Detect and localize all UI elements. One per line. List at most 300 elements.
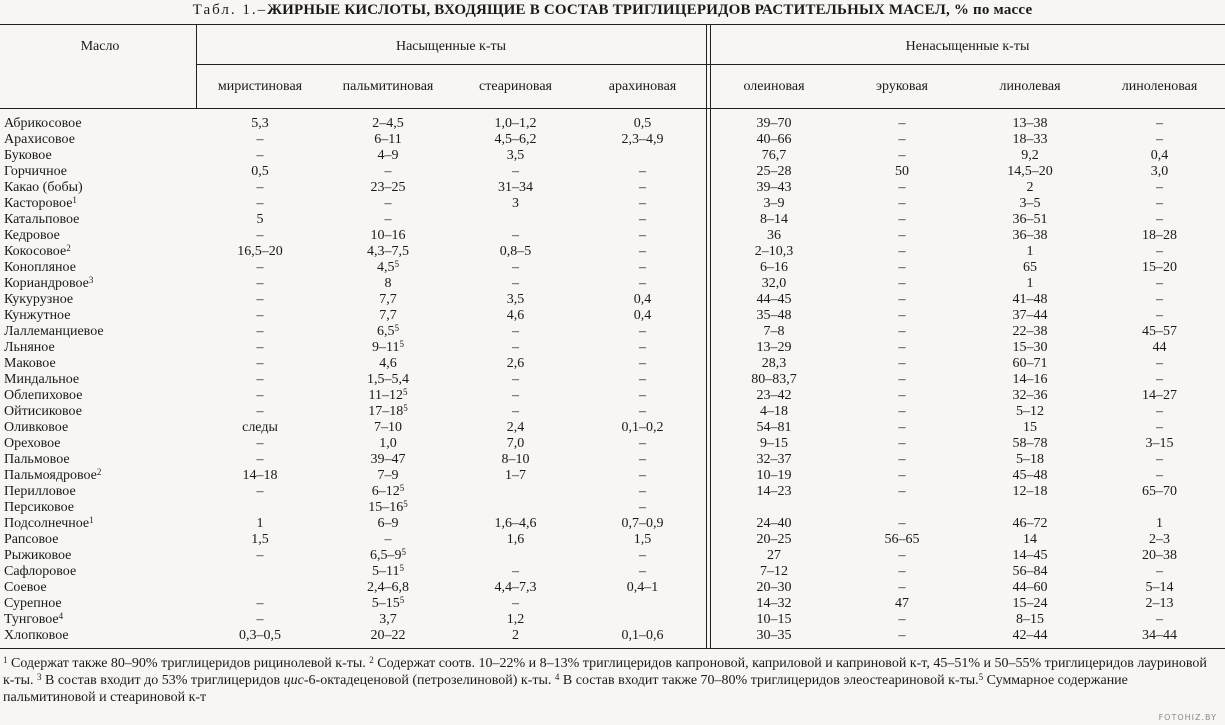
cell-linolenic [1094, 308, 1225, 324]
header-unsaturated: Ненасыщенные к-ты [905, 39, 1030, 54]
table-row [0, 260, 1225, 276]
cell-value: 7,0 [506, 436, 525, 451]
table-row [0, 244, 1225, 260]
cell-value: 14–18 [242, 468, 278, 483]
table-row [0, 628, 1225, 644]
cell-value: – [898, 612, 906, 627]
cell-myristic [196, 564, 324, 580]
cell-value: 23–42 [756, 388, 792, 403]
cell-arachidic [579, 420, 706, 436]
cell-value: – [898, 564, 906, 579]
cell-erucic [838, 628, 966, 644]
cell-linolenic [1094, 372, 1225, 388]
oil-name-text: Подсолнечное [4, 516, 90, 531]
cell-oleic [710, 612, 838, 628]
cell-myristic [196, 436, 324, 452]
cell-value: – [639, 404, 646, 419]
cell-value: 37–44 [1012, 308, 1048, 323]
oil-name-text: Миндальное [4, 372, 80, 387]
cell-value: – [1156, 292, 1163, 307]
cell-value: – [639, 164, 646, 179]
cell-value: – [898, 436, 906, 451]
cell-palmitic [324, 452, 452, 468]
col-header-linolenic: линоленовая [1121, 79, 1198, 94]
cell-arachidic [579, 388, 706, 404]
cell-value: 8–10 [501, 452, 530, 467]
cell-value: 1,6 [506, 532, 525, 547]
cell-value: 18–28 [1142, 228, 1177, 243]
cell-arachidic [579, 500, 706, 516]
cell-value: 10–16 [370, 228, 406, 243]
cell-linolenic [1094, 148, 1225, 164]
cell-value: 4,5–6,2 [494, 132, 537, 147]
cell-oleic [710, 388, 838, 404]
cell-erucic [838, 180, 966, 196]
cell-value: 20–22 [370, 628, 406, 643]
table-row [0, 484, 1225, 500]
cell-value: – [898, 308, 906, 323]
cell-value: – [512, 372, 519, 387]
cell-myristic [196, 244, 324, 260]
cell-oleic [710, 116, 838, 132]
cell-arachidic [579, 164, 706, 180]
cell-value: 39–43 [756, 180, 792, 195]
header-oil: Масло [80, 39, 120, 54]
cell-value: – [1156, 308, 1163, 323]
cell-value: 23–25 [370, 180, 406, 195]
oil-name [0, 420, 196, 436]
cell-palmitic [324, 436, 452, 452]
cell-value: 5–11 [372, 564, 400, 579]
cell-linoleic [966, 516, 1094, 532]
cell-value: 6–11 [374, 132, 402, 147]
cell-value: – [512, 164, 519, 179]
cell-stearic [452, 436, 579, 452]
table-title-lead: Табл. 1.– [192, 2, 268, 18]
cell-arachidic [579, 564, 706, 580]
cell-oleic [710, 372, 838, 388]
cell-value: – [1156, 276, 1163, 291]
cell-linolenic [1094, 196, 1225, 212]
oil-name-text: Горчичное [4, 164, 67, 179]
cell-value: 1,2 [506, 612, 525, 627]
cell-palmitic [324, 356, 452, 372]
cell-value: 14–23 [756, 484, 792, 499]
col-header-myristic: миристиновая [217, 79, 303, 94]
cell-linolenic [1094, 260, 1225, 276]
cell-erucic [838, 596, 966, 612]
footnote-3-mark: 3 [37, 672, 42, 682]
cell-value: 4,4–7,3 [494, 580, 537, 595]
cell-linolenic [1094, 436, 1225, 452]
cell-value: – [256, 548, 264, 563]
cell-value: – [256, 340, 264, 355]
oil-name-text: Абрикосовое [4, 116, 82, 131]
cell-value: 39–47 [370, 452, 406, 467]
cell-myristic [196, 308, 324, 324]
cell-value: 42–44 [1012, 628, 1048, 643]
cell-stearic [452, 196, 579, 212]
cell-stearic [452, 308, 579, 324]
cell-erucic [838, 132, 966, 148]
cell-value: 11–12 [368, 388, 403, 403]
cell-value: 36 [767, 228, 781, 243]
cell-value: – [384, 164, 392, 179]
table-title [0, 2, 1225, 19]
cell-linoleic [966, 148, 1094, 164]
cell-value: 7–8 [763, 324, 785, 339]
cell-linoleic [966, 244, 1094, 260]
oil-name [0, 532, 196, 548]
cell-value: – [639, 356, 646, 371]
cell-value: 32,0 [761, 276, 787, 291]
cell-value: – [256, 372, 264, 387]
cell-arachidic [579, 484, 706, 500]
cell-value: 7–9 [377, 468, 399, 483]
cell-value: 4–9 [377, 148, 399, 163]
cell-value: – [256, 596, 264, 611]
footnote-5-mark: 5 [978, 672, 984, 682]
cell-value: 5–18 [1016, 452, 1044, 467]
table-row [0, 276, 1225, 292]
footnotes [3, 655, 1221, 706]
cell-value: 6,5–9 [370, 548, 402, 563]
cell-erucic [838, 484, 966, 500]
cell-oleic [710, 244, 838, 260]
table-row [0, 404, 1225, 420]
oil-name-text: Касторовое [4, 196, 73, 211]
col-header-erucic: эруковая [876, 79, 928, 94]
cell-value: – [256, 308, 264, 323]
cell-footnote-mark: 5 [394, 259, 399, 269]
cell-oleic [710, 516, 838, 532]
cell-arachidic [579, 340, 706, 356]
cell-erucic [838, 436, 966, 452]
cell-stearic [452, 548, 579, 564]
cell-oleic [710, 260, 838, 276]
cell-palmitic [324, 292, 452, 308]
cell-value: 35–48 [756, 308, 792, 323]
cell-value: 8 [384, 276, 392, 291]
cell-erucic [838, 148, 966, 164]
cell-value: 14–16 [1012, 372, 1048, 387]
table-row [0, 516, 1225, 532]
cell-linoleic [966, 468, 1094, 484]
cell-linoleic [966, 308, 1094, 324]
cell-value: – [1156, 420, 1163, 435]
cell-value: – [639, 324, 646, 339]
cell-value: – [512, 276, 519, 291]
table-row [0, 612, 1225, 628]
cell-value: 0,8–5 [499, 244, 532, 259]
cell-value: – [256, 228, 264, 243]
cell-oleic [710, 548, 838, 564]
oil-name [0, 340, 196, 356]
col-header-linoleic: линолевая [999, 79, 1061, 94]
oil-name [0, 324, 196, 340]
cell-linolenic [1094, 388, 1225, 404]
cell-linoleic [966, 180, 1094, 196]
cell-oleic [710, 148, 838, 164]
cell-value: – [639, 260, 646, 275]
cell-stearic [452, 324, 579, 340]
cell-value: 31–34 [498, 180, 533, 195]
cell-linoleic [966, 484, 1094, 500]
cell-palmitic [324, 388, 452, 404]
cell-myristic [196, 468, 324, 484]
cell-value: – [898, 580, 906, 595]
cell-value: 0,4 [633, 308, 652, 323]
oil-name [0, 548, 196, 564]
cell-value: 2,6 [506, 356, 525, 371]
cell-linoleic [966, 532, 1094, 548]
oil-name [0, 260, 196, 276]
table-row [0, 388, 1225, 404]
cell-value: 13–29 [756, 340, 792, 355]
cell-myristic [196, 340, 324, 356]
cell-oleic [710, 292, 838, 308]
header-saturated: Насыщенные к-ты [395, 39, 507, 54]
cell-myristic [196, 164, 324, 180]
col-header-palmitic: пальмитиновая [342, 79, 434, 94]
oil-name [0, 228, 196, 244]
cell-myristic [196, 276, 324, 292]
cell-value: 44 [1152, 340, 1167, 355]
cell-value: 60–71 [1012, 356, 1048, 371]
cell-value: – [898, 372, 906, 387]
cell-stearic [452, 452, 579, 468]
cell-value: – [898, 452, 906, 467]
cell-value: 41–48 [1012, 292, 1048, 307]
cell-palmitic [324, 324, 452, 340]
cell-linolenic [1094, 628, 1225, 644]
oil-name [0, 116, 196, 132]
oil-footnote-mark: 3 [88, 275, 94, 285]
cell-erucic [838, 276, 966, 292]
footnote-4-mark: 4 [554, 672, 560, 682]
table-row [0, 116, 1225, 132]
cell-palmitic [324, 500, 452, 516]
oil-name [0, 196, 196, 212]
cell-footnote-mark: 5 [399, 563, 404, 573]
cell-value: 6–12 [371, 484, 400, 499]
cell-value: 6–9 [377, 516, 399, 531]
cell-value: 5,3 [251, 116, 269, 131]
cell-erucic [838, 292, 966, 308]
cell-palmitic [324, 148, 452, 164]
cell-stearic [452, 340, 579, 356]
cell-myristic [196, 452, 324, 468]
cell-palmitic [324, 276, 452, 292]
cell-value: 54–81 [756, 420, 792, 435]
cell-oleic [710, 196, 838, 212]
cell-value: – [384, 532, 392, 547]
cell-arachidic [579, 228, 706, 244]
cell-stearic [452, 356, 579, 372]
cell-value: – [898, 132, 906, 147]
cell-arachidic [579, 580, 706, 596]
cell-linolenic [1094, 516, 1225, 532]
oil-name [0, 212, 196, 228]
cell-myristic [196, 484, 324, 500]
cell-value: – [898, 516, 906, 531]
cell-arachidic [579, 244, 706, 260]
rule-sub [197, 64, 1225, 65]
cell-value: – [639, 452, 646, 467]
cell-myristic [196, 580, 324, 596]
cell-linolenic [1094, 596, 1225, 612]
oil-name-text: Конопляное [4, 260, 76, 275]
cell-footnote-mark: 5 [401, 547, 406, 557]
cell-value: – [1156, 132, 1163, 147]
cell-value: 2 [1026, 180, 1034, 195]
cell-value: – [256, 260, 264, 275]
cell-value: – [1156, 612, 1163, 627]
cell-value: 3–5 [1019, 196, 1041, 211]
oil-name [0, 580, 196, 596]
cell-value: 14–32 [756, 596, 792, 611]
cell-value: – [898, 180, 906, 195]
footnote-3-text-b: -6-октадеценовой (петрозелиновой) к-ты. [303, 673, 555, 688]
cell-value: 1 [1156, 516, 1163, 531]
cell-erucic [838, 388, 966, 404]
cell-stearic [452, 180, 579, 196]
table-row [0, 164, 1225, 180]
cell-value: 9–15 [760, 436, 788, 451]
cell-oleic [710, 404, 838, 420]
oil-name-text: Хлопковое [4, 628, 69, 643]
cell-value: 3,7 [379, 612, 397, 627]
cell-palmitic [324, 244, 452, 260]
cell-oleic [710, 580, 838, 596]
cell-value: 7–10 [374, 420, 402, 435]
cell-oleic [710, 484, 838, 500]
cell-value: 16,5–20 [237, 244, 283, 259]
cell-value: – [512, 564, 519, 579]
cell-value: – [639, 212, 646, 227]
table-row [0, 420, 1225, 436]
cell-value: – [898, 212, 906, 227]
cell-value: 44–60 [1012, 580, 1048, 595]
cell-value: 40–66 [756, 132, 792, 147]
cell-palmitic [324, 516, 452, 532]
cell-value: 3 [512, 196, 519, 211]
cell-value: – [1156, 452, 1163, 467]
oil-name [0, 308, 196, 324]
table-title-main: ЖИРНЫЕ КИСЛОТЫ, ВХОДЯЩИЕ В СОСТАВ ТРИГЛИЦЕРИДОВ РАСТИТЕЛЬНЫХ МАСЕЛ, % по массе [267, 2, 1033, 18]
cell-value: – [256, 612, 264, 627]
table-row [0, 228, 1225, 244]
cell-myristic [196, 132, 324, 148]
cell-value: – [1156, 116, 1163, 131]
cell-value: 17–18 [368, 404, 404, 419]
cell-value: – [639, 244, 646, 259]
oil-name [0, 500, 196, 516]
table-row [0, 292, 1225, 308]
cell-linoleic [966, 388, 1094, 404]
cell-value: 7–12 [760, 564, 788, 579]
cell-value: 34–44 [1142, 628, 1177, 643]
cell-value: 32–37 [756, 452, 792, 467]
cell-value: – [1156, 372, 1163, 387]
cell-palmitic [324, 180, 452, 196]
table-row [0, 596, 1225, 612]
cell-value: 47 [895, 596, 909, 611]
cell-value: – [639, 276, 646, 291]
table-row [0, 340, 1225, 356]
cell-palmitic [324, 484, 452, 500]
watermark: FOTOHIZ.BY [1158, 713, 1217, 722]
cell-erucic [838, 164, 966, 180]
cell-arachidic [579, 596, 706, 612]
cell-value: – [898, 356, 906, 371]
cell-arachidic [579, 132, 706, 148]
oil-name [0, 244, 196, 260]
cell-value: – [512, 324, 519, 339]
cell-value: – [1156, 196, 1163, 211]
cell-linolenic [1094, 244, 1225, 260]
footnote-2-text: Содержат соотв. 10–22% и 8–13% триглицеридов капроновой, каприловой и каприновой к-т, 45–51% и 50–55% триглицеридов лауриновой к-ты. [3, 656, 1207, 688]
cell-linolenic [1094, 324, 1225, 340]
oil-name-text: Буковое [4, 148, 52, 163]
oil-name-text: Льняное [4, 340, 55, 355]
cell-value: 12–18 [1012, 484, 1048, 499]
cell-value: – [512, 228, 519, 243]
cell-value: 1,6–4,6 [494, 516, 537, 531]
cell-arachidic [579, 356, 706, 372]
cell-oleic [710, 356, 838, 372]
cell-value: 2,4–6,8 [367, 580, 409, 595]
oil-name [0, 132, 196, 148]
oil-name-text: Кунжутное [4, 308, 71, 323]
cell-value: – [898, 324, 906, 339]
cell-myristic [196, 420, 324, 436]
col-header-arachidic: арахиновая [608, 79, 677, 94]
cell-arachidic [579, 308, 706, 324]
cell-value: 1,5 [251, 532, 269, 547]
cell-stearic [452, 228, 579, 244]
cell-value: – [1156, 244, 1163, 259]
cell-myristic [196, 500, 324, 516]
cell-arachidic [579, 276, 706, 292]
cell-value: 18–33 [1012, 132, 1048, 147]
cell-palmitic [324, 340, 452, 356]
table-row [0, 148, 1225, 164]
cell-erucic [838, 516, 966, 532]
cell-value: – [512, 596, 519, 611]
cell-value: 20–25 [756, 532, 792, 547]
cell-value: – [256, 484, 264, 499]
cell-stearic [452, 292, 579, 308]
oil-name [0, 564, 196, 580]
cell-erucic [838, 260, 966, 276]
cell-stearic [452, 260, 579, 276]
cell-value: – [898, 548, 906, 563]
cell-stearic [452, 148, 579, 164]
cell-oleic [710, 132, 838, 148]
cell-value: – [639, 388, 646, 403]
table-row [0, 468, 1225, 484]
cell-value: – [256, 452, 264, 467]
cell-stearic [452, 516, 579, 532]
cell-value: 45–48 [1012, 468, 1048, 483]
oil-name-text: Ореховое [4, 436, 61, 451]
cell-value: 5 [256, 212, 264, 227]
cell-linolenic [1094, 116, 1225, 132]
cell-stearic [452, 404, 579, 420]
cell-palmitic [324, 164, 452, 180]
cell-value: 1,0–1,2 [494, 116, 537, 131]
